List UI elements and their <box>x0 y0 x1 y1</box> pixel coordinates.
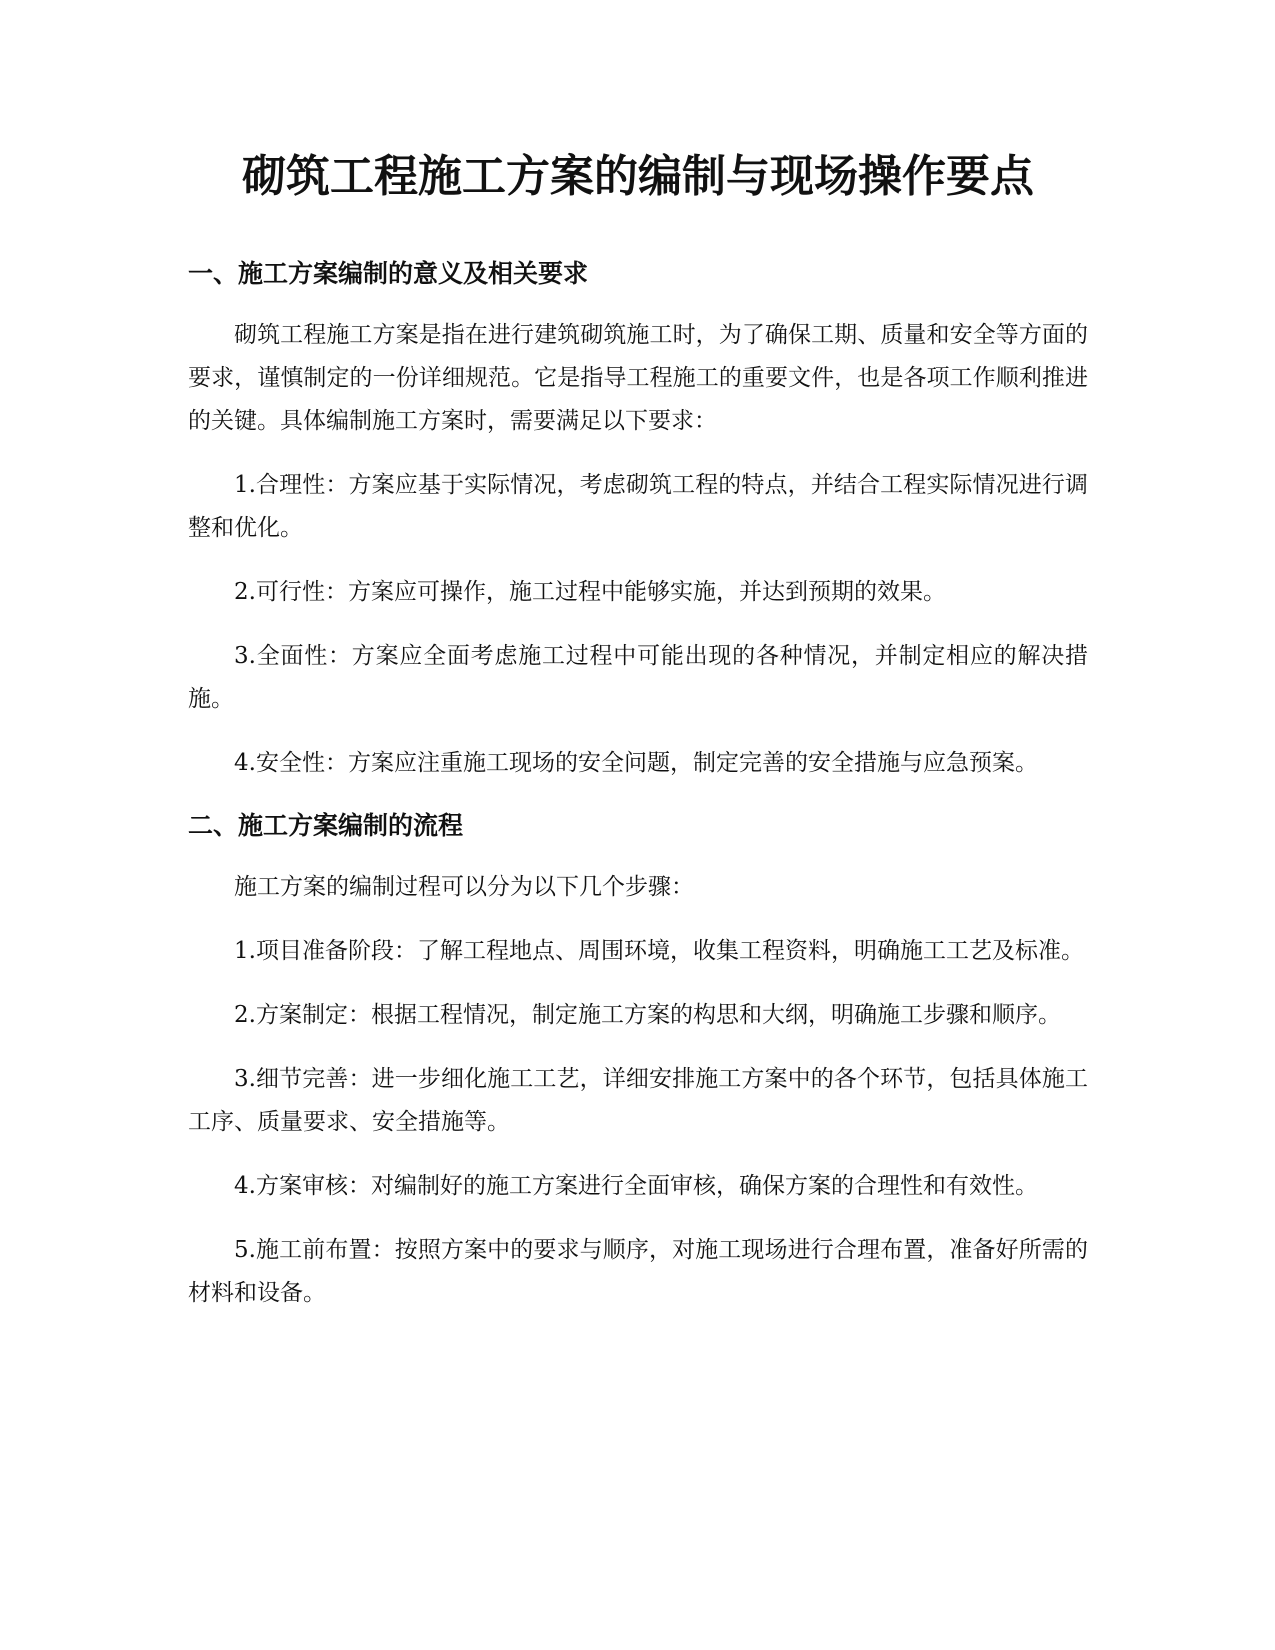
document-content <box>188 142 1088 1336</box>
paragraph: 3.全面性：方案应全面考虑施工过程中可能出现的各种情况，并制定相应的解决措施。 <box>188 643 1088 712</box>
paragraph: 2.可行性：方案应可操作，施工过程中能够实施，并达到预期的效果。 <box>234 579 946 605</box>
section-1 <box>188 254 1088 785</box>
section-heading: 一、施工方案编制的意义及相关要求 <box>188 259 589 288</box>
paragraph: 4.方案审核：对编制好的施工方案进行全面审核，确保方案的合理性和有效性。 <box>234 1173 1038 1199</box>
paragraph: 3.细节完善：进一步细化施工工艺，详细安排施工方案中的各个环节，包括具体施工工序、质量要求、安全措施等。 <box>188 1066 1088 1135</box>
paragraph: 4.安全性：方案应注重施工现场的安全问题，制定完善的安全措施与应急预案。 <box>234 750 1038 776</box>
paragraph: 5.施工前布置：按照方案中的要求与顺序，对施工现场进行合理布置，准备好所需的材料和设备。 <box>188 1237 1088 1306</box>
paragraph: 施工方案的编制过程可以分为以下几个步骤： <box>234 874 694 900</box>
paragraph: 2.方案制定：根据工程情况，制定施工方案的构思和大纲，明确施工步骤和顺序。 <box>234 1002 1061 1028</box>
paragraph: 1.项目准备阶段：了解工程地点、周围环境，收集工程资料，明确施工工艺及标准。 <box>234 938 1084 964</box>
document-title: 砌筑工程施工方案的编制与现场操作要点 <box>242 151 1034 202</box>
paragraph: 1.合理性：方案应基于实际情况，考虑砌筑工程的特点，并结合工程实际情况进行调整和优化。 <box>188 472 1088 541</box>
paragraph: 砌筑工程施工方案是指在进行建筑砌筑施工时，为了确保工期、质量和安全等方面的要求，谨慎制定的一份详细规范。它是指导工程施工的重要文件，也是各项工作顺利推进的关键。具体编制施工方案时，需要满足以下要求： <box>188 322 1088 434</box>
section-2 <box>188 806 1088 1315</box>
section-heading: 二、施工方案编制的流程 <box>188 811 464 840</box>
